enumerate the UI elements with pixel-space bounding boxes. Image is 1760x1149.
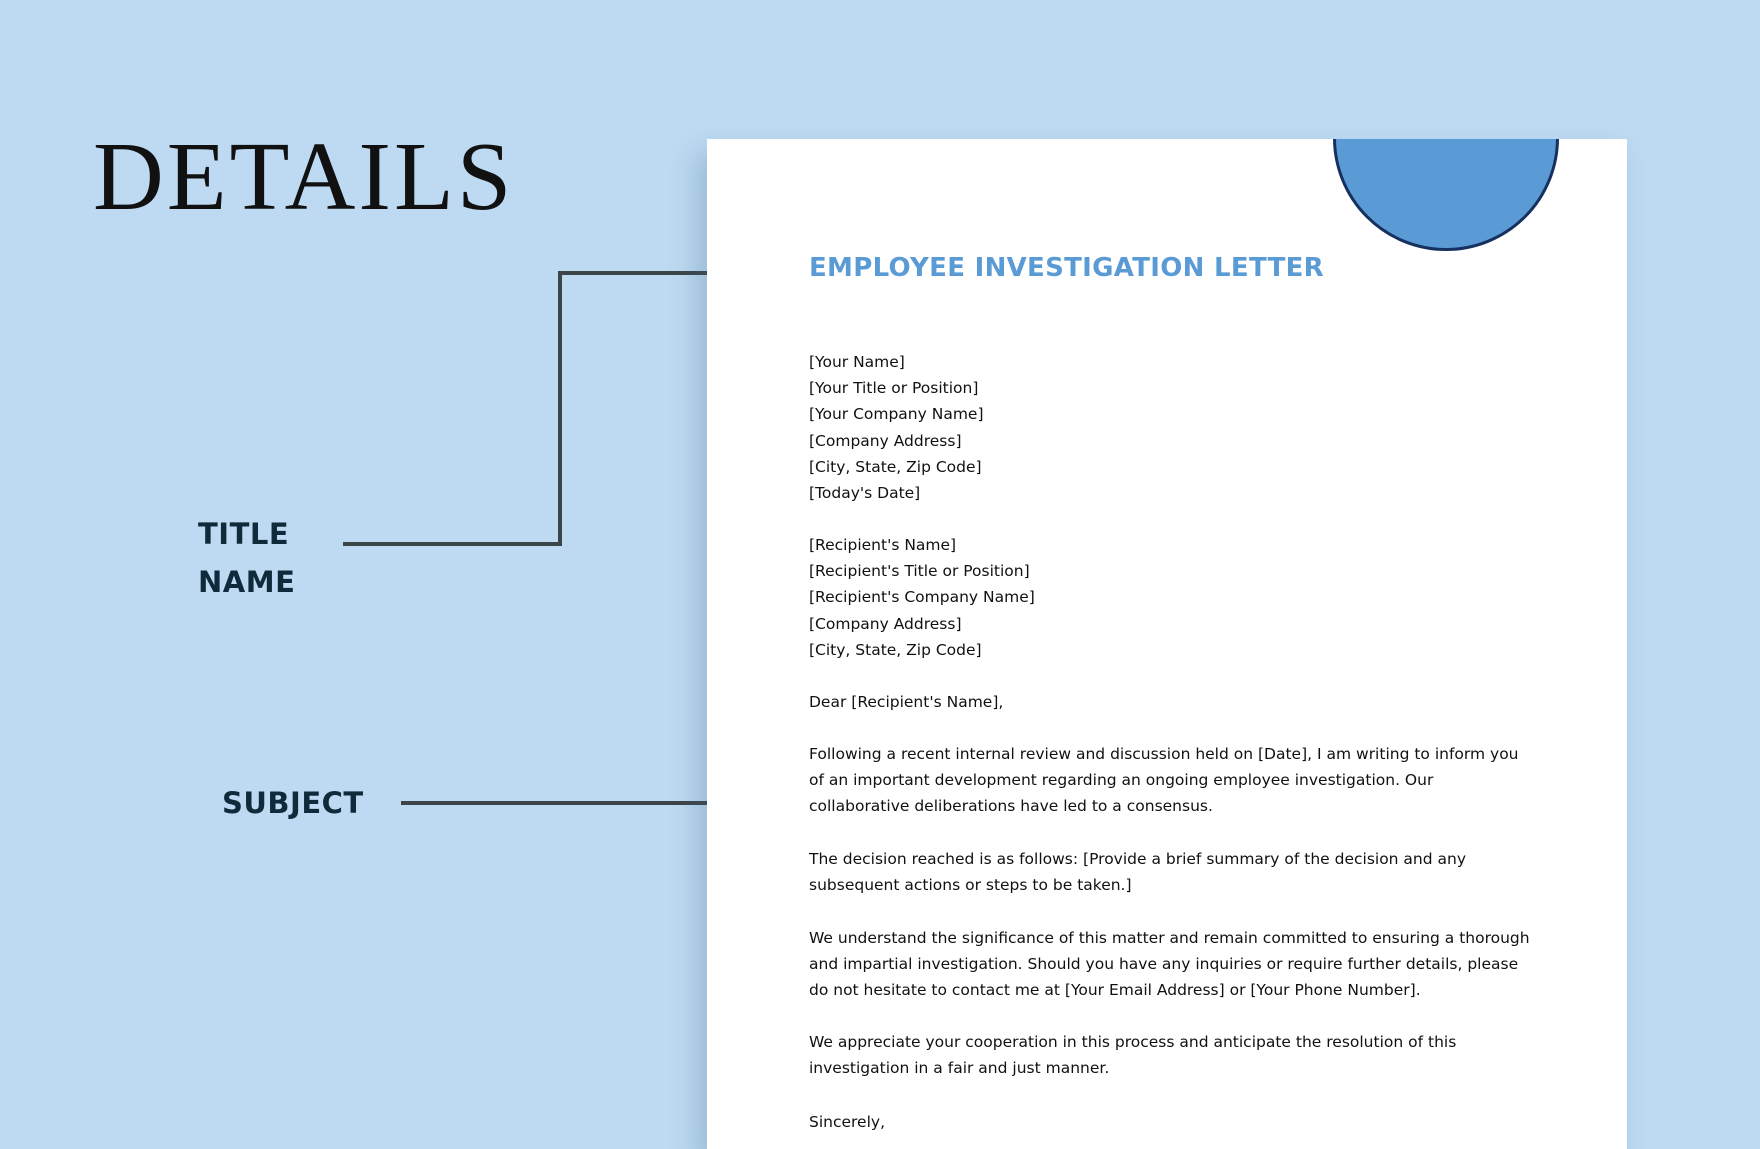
paragraph-line: subsequent actions or steps to be taken.] [809, 876, 1132, 895]
document-title: EMPLOYEE INVESTIGATION LETTER [809, 253, 1325, 283]
paragraph-line: Following a recent internal review and discussion held on [Date], I am writing to inform you [809, 745, 1519, 763]
paragraph-decision [809, 846, 1466, 898]
recipient-line: [Recipient's Company Name] [809, 588, 1035, 607]
sender-line: [Today's Date] [809, 484, 921, 503]
decorative-circle [1333, 139, 1559, 251]
title-label-line2: NAME [198, 565, 296, 599]
paragraph-appreciation [809, 1029, 1456, 1081]
paragraph-intro [809, 741, 1519, 820]
sender-line: [Your Title or Position] [809, 379, 979, 398]
letter-document [707, 139, 1627, 1149]
recipient-line: [City, State, Zip Code] [809, 640, 982, 659]
sender-line: [Your Company Name] [809, 405, 984, 424]
recipient-line: [Recipient's Name] [809, 536, 957, 554]
paragraph-line: do not hesitate to contact me at [Your Email Address] or [Your Phone Number]. [809, 981, 1421, 1000]
paragraph-line: We appreciate your cooperation in this process and anticipate the resolution of this [809, 1033, 1457, 1051]
title-label-line1: TITLE [198, 517, 290, 551]
title-connector-arrow [343, 273, 762, 544]
paragraph-line: collaborative deliberations have led to a consensus. [809, 797, 1213, 816]
closing: Sincerely, [809, 1113, 886, 1131]
paragraph-line: investigation in a fair and just manner. [809, 1059, 1110, 1078]
subject-label: SUBJECT [222, 786, 364, 820]
sender-line: [Company Address] [809, 431, 962, 450]
page-heading: DETAILS [93, 123, 515, 231]
recipient-block [809, 532, 1035, 663]
paragraph-line: of an important development regarding an ongoing employee investigation. Our [809, 771, 1434, 790]
paragraph-commitment [809, 925, 1530, 1004]
sender-block [809, 349, 984, 506]
paragraph-line: We understand the significance of this matter and remain committed to ensuring a thorough [809, 929, 1530, 947]
sender-line: [Your Name] [809, 353, 905, 371]
paragraph-line: and impartial investigation. Should you have any inquiries or require further details, please [809, 955, 1519, 974]
sender-line: [City, State, Zip Code] [809, 457, 982, 476]
salutation: Dear [Recipient's Name], [809, 693, 1004, 711]
recipient-line: [Recipient's Title or Position] [809, 562, 1030, 581]
paragraph-line: The decision reached is as follows: [Provide a brief summary of the decision and any [809, 850, 1467, 868]
recipient-line: [Company Address] [809, 614, 962, 633]
